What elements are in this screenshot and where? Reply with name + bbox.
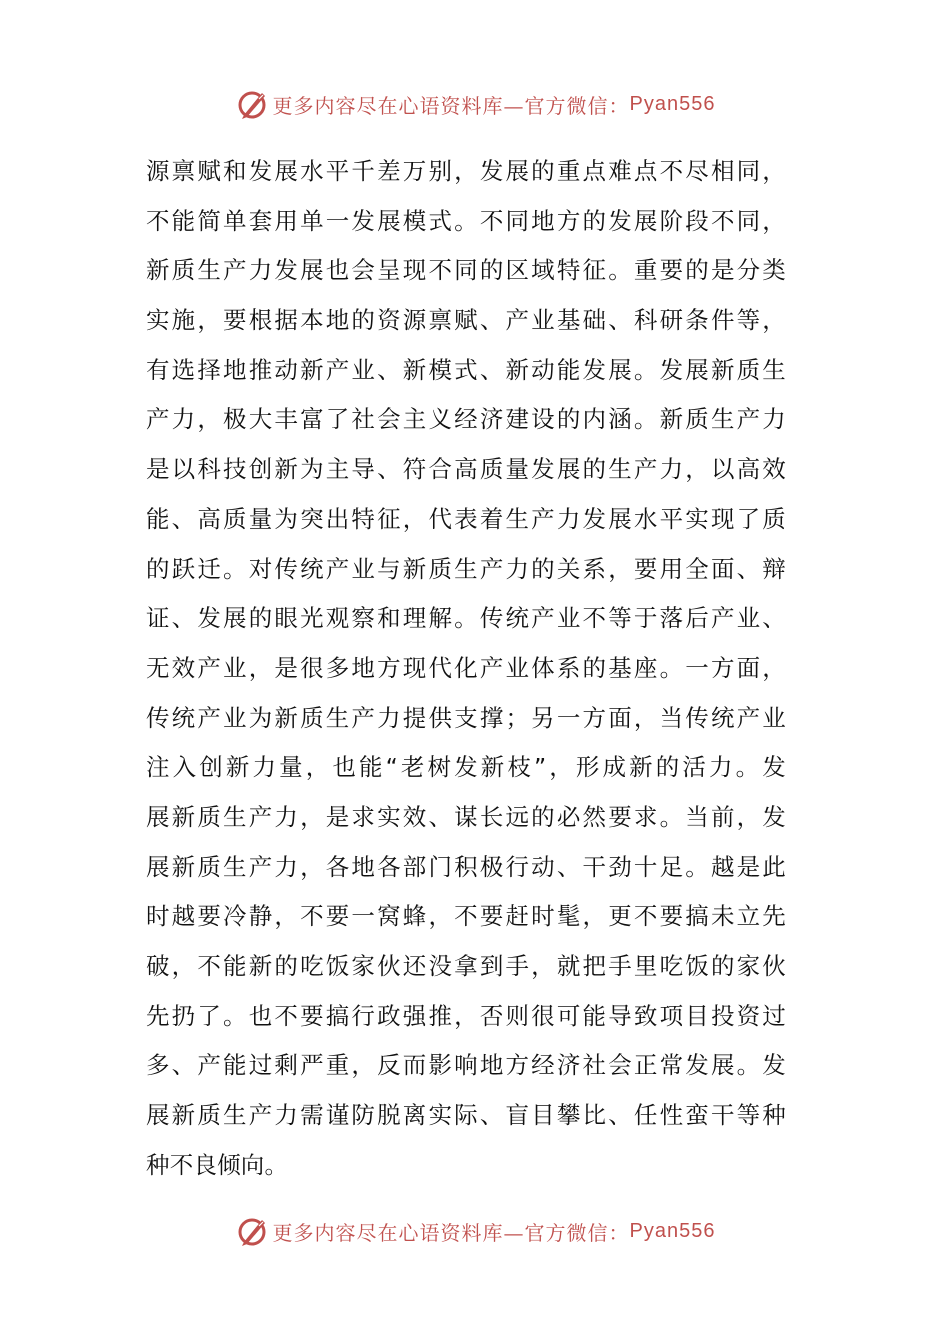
header-watermark: [0, 84, 950, 124]
watermark-account: Pyan556: [629, 1219, 716, 1242]
body-line: 实施，要根据本地的资源禀赋、产业基础、科研条件等，: [146, 306, 786, 335]
body-line: 注入创新力量，也能“老树发新枝”，形成新的活力。发: [146, 753, 786, 782]
body-line: 展新质生产力，是求实效、谋长远的必然要求。当前，发: [146, 802, 786, 831]
body-line: 的跃迁。对传统产业与新质生产力的关系，要用全面、辩: [146, 554, 786, 583]
body-line: 不能简单套用单一发展模式。不同地方的发展阶段不同，: [146, 206, 786, 235]
watermark-text: 更多内容尽在心语资料库—官方微信：: [272, 1220, 630, 1245]
body-line: 时越要冷静，不要一窝蜂，不要赶时髦，更不要搞未立先: [146, 902, 786, 931]
watermark-text: 更多内容尽在心语资料库—官方微信：: [272, 93, 630, 118]
body-line: 能、高质量为突出特征，代表着生产力发展水平实现了质: [146, 504, 786, 533]
body-line: 有选择地推动新产业、新模式、新动能发展。发展新质生: [146, 355, 786, 384]
body-line: 无效产业，是很多地方现代化产业体系的基座。一方面，: [146, 653, 786, 682]
body-line: 是以科技创新为主导、符合高质量发展的生产力，以高效: [146, 455, 786, 484]
pen-circle-logo-icon: [235, 1214, 269, 1248]
body-line: 多、产能过剩严重，反而影响地方经济社会正常发展。发: [146, 1051, 786, 1080]
pen-circle-logo-icon: [235, 87, 269, 121]
body-line: 展新质生产力需谨防脱离实际、盲目攀比、任性蛮干等种: [146, 1101, 786, 1130]
watermark-account: Pyan556: [629, 92, 716, 115]
body-line: 种不良倾向。: [146, 1150, 289, 1179]
body-line: 产力，极大丰富了社会主义经济建设的内涵。新质生产力: [146, 405, 786, 434]
body-line: 新质生产力发展也会呈现不同的区域特征。重要的是分类: [146, 256, 786, 285]
footer-watermark: [0, 1211, 950, 1251]
body-line: 源禀赋和发展水平千差万别，发展的重点难点不尽相同，: [146, 157, 786, 185]
body-line: 先扔了。也不要搞行政强推，否则很可能导致项目投资过: [146, 1001, 786, 1030]
body-line: 破，不能新的吃饭家伙还没拿到手，就把手里吃饭的家伙: [146, 952, 786, 980]
body-line: 展新质生产力，各地各部门积极行动、干劲十足。越是此: [146, 852, 786, 881]
document-body: [146, 147, 786, 1190]
body-line: 证、发展的眼光观察和理解。传统产业不等于落后产业、: [146, 604, 786, 633]
body-line: 传统产业为新质生产力提供支撑；另一方面，当传统产业: [146, 703, 786, 732]
